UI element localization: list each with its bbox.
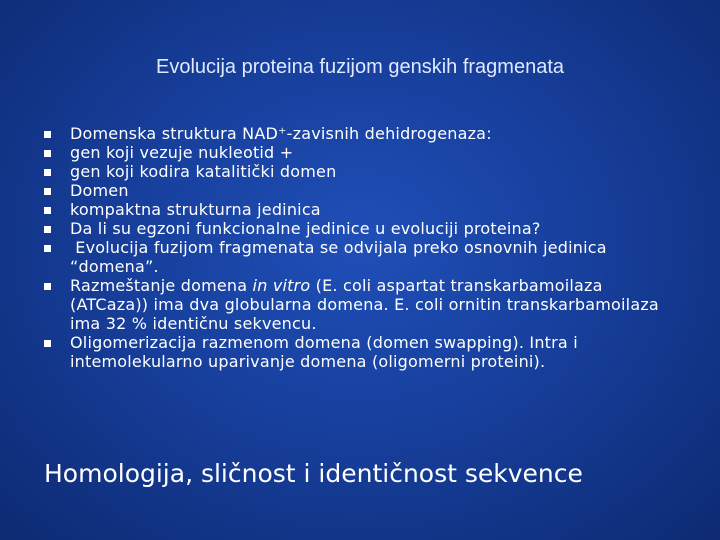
bullet-text: Domen xyxy=(70,181,129,200)
bullet-item xyxy=(43,162,683,181)
bullet-item xyxy=(43,219,683,238)
bullet-text-after: (E. coli aspartat transkarbamoilaza (ATCaza)) ima dva globularna domena. E. coli ornitin transkarbamoilaza ima 32 % identičnu sekvencu. xyxy=(70,276,665,333)
square-bullet-icon xyxy=(44,169,51,176)
slide-title: Evolucija proteina fuzijom genskih fragmenata xyxy=(156,56,564,78)
square-bullet-icon xyxy=(44,340,51,347)
bullet-item xyxy=(43,124,683,143)
bullet-text: Evolucija fuzijom fragmenata se odvijala preko osnovnih jedinica “domena”. xyxy=(70,238,613,276)
square-bullet-icon xyxy=(44,245,51,252)
bullet-text: Da li su egzoni funkcionalne jedinice u evoluciji proteina? xyxy=(70,219,541,238)
square-bullet-icon xyxy=(44,131,51,138)
bullet-item xyxy=(43,333,683,371)
square-bullet-icon xyxy=(44,283,51,290)
bullet-text: Oligomerizacija razmenom domena (domen swapping). Intra i intemolekularno uparivanje domena (oligomerni proteini). xyxy=(70,333,578,371)
bullet-item xyxy=(43,143,683,162)
bullet-item xyxy=(43,200,683,219)
square-bullet-icon xyxy=(44,226,51,233)
bullet-text-italic: in vitro xyxy=(252,276,311,295)
bullet-text: Domenska struktura NAD⁺-zavisnih dehidrogenaza: xyxy=(70,124,492,143)
square-bullet-icon xyxy=(44,150,51,157)
bullet-text: kompaktna strukturna jedinica xyxy=(70,200,321,219)
bullet-item xyxy=(43,276,683,333)
bullet-item xyxy=(43,238,683,276)
bullet-text: gen koji vezuje nukleotid + xyxy=(70,143,294,162)
bullet-list xyxy=(43,124,683,371)
square-bullet-icon xyxy=(44,188,51,195)
bullet-text-before: Razmeštanje domena xyxy=(70,276,253,295)
square-bullet-icon xyxy=(44,207,51,214)
bullet-text: gen koji kodira katalitički domen xyxy=(70,162,337,181)
footer-heading: Homologija, sličnost i identičnost sekvence xyxy=(44,459,583,488)
bullet-item xyxy=(43,181,683,200)
